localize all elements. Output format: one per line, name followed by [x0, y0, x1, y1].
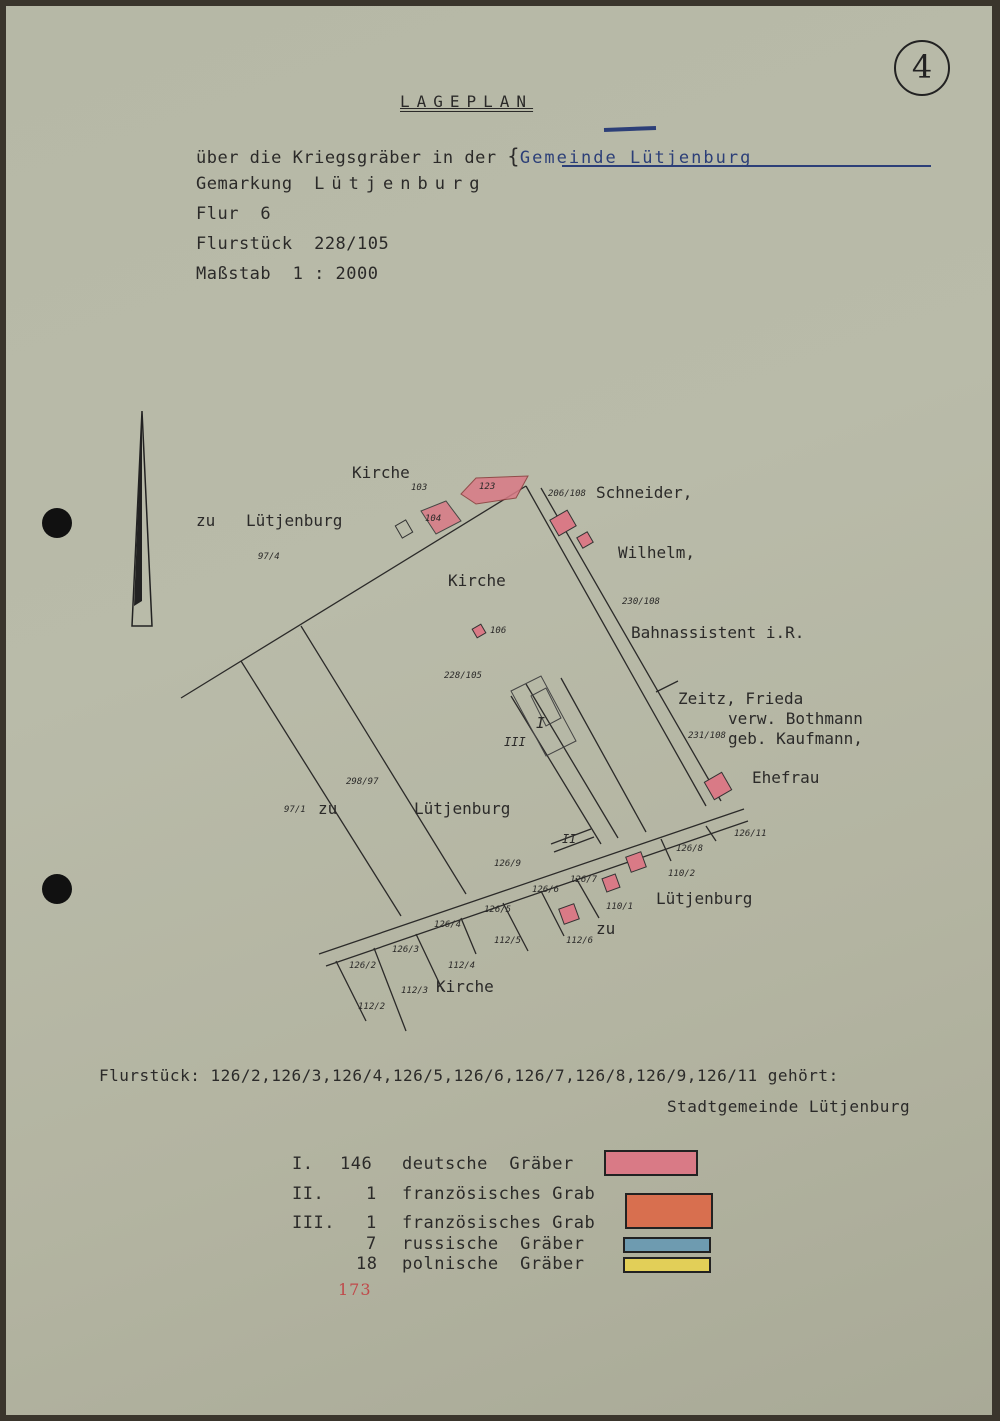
legend-label: russische Gräber: [402, 1234, 585, 1254]
legend-label: deutsche Gräber: [402, 1154, 574, 1174]
parcel-number: 126/7: [570, 875, 598, 885]
grave-plot-german: [550, 510, 576, 536]
massstab-line: Maßstab 1 : 2000: [196, 264, 379, 284]
label-wilhelm: Wilhelm,: [618, 543, 696, 562]
legend-count: 18: [356, 1254, 378, 1274]
grave-plot-german: [577, 532, 593, 548]
parcel-number: 126/3: [392, 945, 420, 955]
pencil-annotation: 173: [338, 1280, 372, 1299]
parcel-number: 126/6: [532, 885, 560, 895]
flur-line: Flur 6: [196, 204, 272, 224]
label-ehefrau: Ehefrau: [752, 768, 820, 787]
field-II-label: II: [562, 832, 577, 846]
parcel-number: 126/11: [734, 829, 767, 839]
brace-mark: {: [507, 144, 520, 168]
field-I-label: I: [536, 714, 546, 732]
label-zu-top: zu: [196, 511, 216, 530]
label-kaufmann: geb. Kaufmann,: [728, 729, 863, 748]
grave-plot-german: [626, 852, 647, 873]
place-name: Gemeinde Lütjenburg: [519, 148, 753, 168]
legend-swatch-french: [625, 1193, 713, 1229]
page-number: 4: [894, 40, 950, 96]
parcel-number: 112/3: [401, 986, 429, 996]
parcel-number: 123: [479, 482, 496, 492]
parcel-number: 126/9: [494, 859, 522, 869]
legend-label: französisches Grab: [402, 1184, 596, 1204]
label-lutjenburg-top: Lütjenburg: [246, 511, 343, 530]
parcel-number: 126/5: [484, 905, 512, 915]
parcel-number: 110/2: [668, 869, 696, 879]
parcel-number: 206/108: [548, 489, 586, 499]
parcel-number: 228/105: [444, 671, 482, 681]
parcel-number: 230/108: [622, 597, 660, 607]
legend-numeral: III.: [292, 1213, 335, 1233]
parcel-number: 112/2: [358, 1002, 386, 1012]
label-bothmann: verw. Bothmann: [728, 709, 863, 728]
label-kirche-top: Kirche: [352, 463, 410, 482]
legend-numeral: I.: [292, 1154, 314, 1174]
parcel-number: 103: [411, 483, 428, 493]
parcel-number: 97/4: [258, 552, 280, 562]
parcel-number: 104: [425, 514, 442, 524]
legend-count: 1: [366, 1184, 377, 1204]
field-III-label: III: [504, 735, 526, 749]
north-arrow-icon: [132, 411, 152, 626]
label-zu-mid: zu: [318, 799, 338, 818]
parcel-number: 112/4: [448, 961, 476, 971]
parcel-number: 298/97: [346, 777, 379, 787]
ownership-line-1: Flurstück: 126/2,126/3,126/4,126/5,126/6,126/7,126/8,126/9,126/11 gehört:: [99, 1066, 839, 1085]
flurstueck-line: Flurstück 228/105: [196, 234, 390, 254]
parcel-number: 112/5: [494, 936, 522, 946]
label-zeitz: Zeitz, Frieda: [678, 689, 804, 708]
grave-plot-german: [472, 624, 486, 638]
parcel-number: 97/1: [284, 805, 306, 815]
parcel-number: 126/4: [434, 920, 462, 930]
legend-count: 146: [340, 1154, 373, 1174]
cadastral-lines: [181, 486, 748, 1031]
legend-swatch-german: [604, 1150, 698, 1176]
legend-count: 1: [366, 1213, 377, 1233]
legend-label: französisches Grab: [402, 1213, 596, 1233]
document-sheet: [6, 6, 992, 1415]
grave-plot-german: [704, 772, 731, 799]
ink-strike: [604, 128, 656, 130]
grave-plot-german: [559, 904, 580, 925]
label-schneider: Schneider,: [596, 483, 693, 502]
parcel-number: 112/6: [566, 936, 594, 946]
legend-label: polnische Gräber: [402, 1254, 585, 1274]
parcel-number: 106: [490, 626, 507, 636]
gemarkung-label: Gemarkung: [196, 174, 293, 194]
parcel-number: 126/8: [676, 844, 704, 854]
legend-count: 7: [366, 1234, 377, 1254]
legend-numeral: II.: [292, 1184, 325, 1204]
legend-swatch-russian: [623, 1237, 711, 1253]
label-kirche-mid: Kirche: [448, 571, 506, 590]
legend-swatch-polish: [623, 1257, 711, 1273]
ownership-line-2: Stadtgemeinde Lütjenburg: [667, 1097, 911, 1116]
gemarkung-value: Lütjenburg: [314, 174, 487, 194]
structure-outline: [395, 520, 412, 538]
grave-plot-german: [602, 874, 620, 892]
label-lutjenburg-mid: Lütjenburg: [414, 799, 511, 818]
parcel-number: 231/108: [688, 731, 726, 741]
label-kirche-bottom: Kirche: [436, 977, 494, 996]
parcel-number: 110/1: [606, 902, 634, 912]
label-zu-bottom: zu: [596, 919, 616, 938]
label-bahnassistent: Bahnassistent i.R.: [631, 623, 805, 642]
header-prefix: über die Kriegsgräber in der: [196, 148, 497, 168]
label-lutjenburg-right: Lütjenburg: [656, 889, 753, 908]
parcel-number: 126/2: [349, 961, 377, 971]
document-title: LAGEPLAN: [400, 92, 534, 111]
